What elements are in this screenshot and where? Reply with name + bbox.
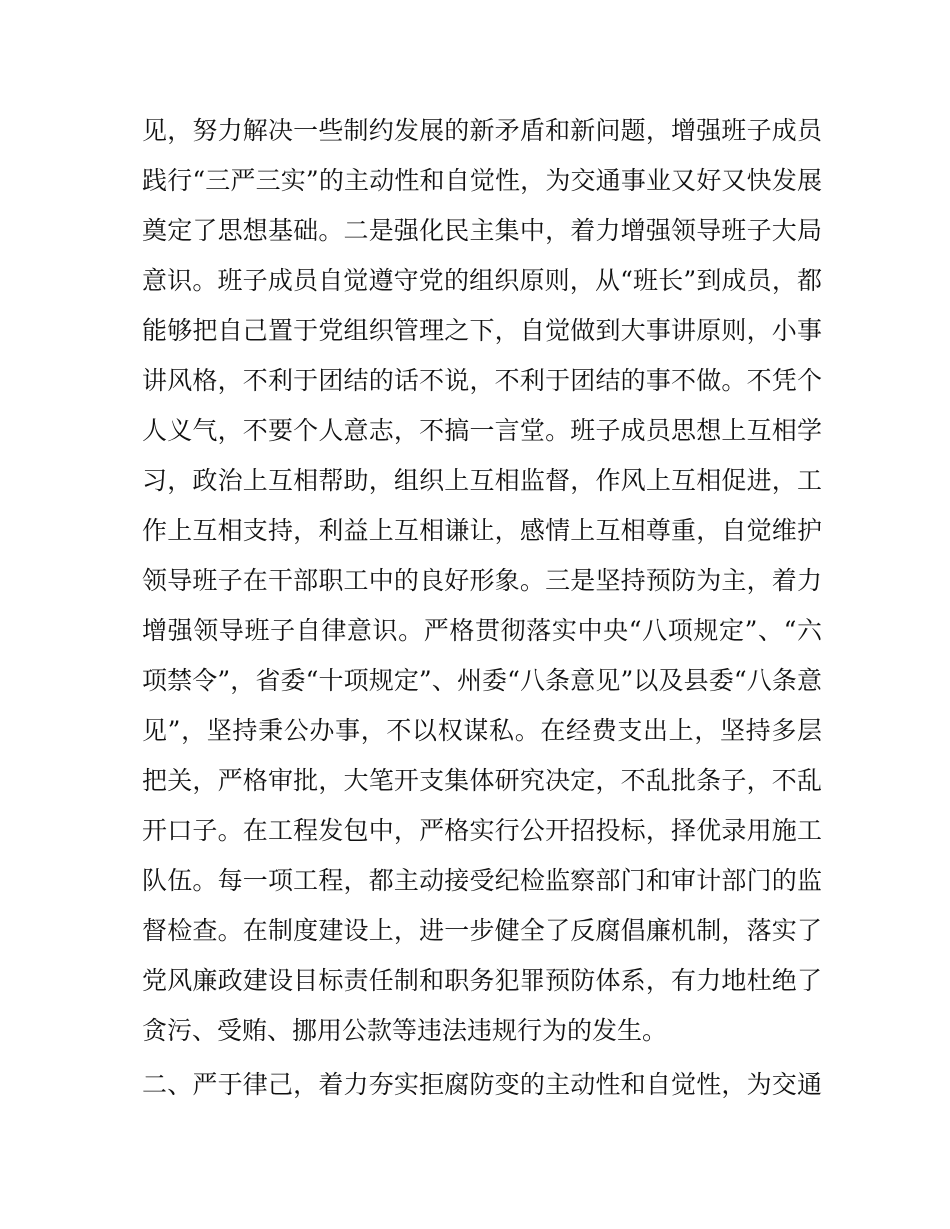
text-line-2: 践行“三严三实”的主动性和自觉性，为交通事业又好又快发展 (142, 166, 822, 195)
text-line-18: 党风廉政建设目标责任制和职务犯罪预防体系，有力地杜绝了 (142, 966, 822, 995)
text-line-3: 奠定了思想基础。二是强化民主集中，着力增强领导班子大局 (142, 216, 822, 245)
text-line-8: 习，政治上互相帮助，组织上互相监督，作风上互相促进，工 (142, 466, 822, 495)
body-text (142, 106, 822, 1110)
text-line-4: 意识。班子成员自觉遵守党的组织原则，从“班长”到成员，都 (142, 266, 822, 295)
text-line-17: 督检查。在制度建设上，进一步健全了反腐倡廉机制，落实了 (142, 916, 822, 945)
text-line-6: 讲风格，不利于团结的话不说，不利于团结的事不做。不凭个 (142, 366, 822, 395)
text-line-19: 贪污、受贿、挪用公款等违法违规行为的发生。 (142, 1016, 668, 1045)
text-line-5: 能够把自己置于党组织管理之下，自觉做到大事讲原则，小事 (142, 316, 822, 345)
text-line-12: 项禁令”，省委“十项规定”、州委“八条意见”以及县委“八条意 (142, 666, 822, 695)
section-heading: 二、严于律己，着力夯实拒腐防变的主动性和自觉性，为交通 (142, 1070, 822, 1099)
text-line-7: 人义气，不要个人意志，不搞一言堂。班子成员思想上互相学 (142, 416, 822, 445)
text-line-11: 增强领导班子自律意识。严格贯彻落实中央“八项规定”、“六 (142, 616, 822, 645)
text-line-1: 见，努力解决一些制约发展的新矛盾和新问题，增强班子成员 (142, 116, 822, 145)
text-line-13: 见”，坚持秉公办事，不以权谋私。在经费支出上，坚持多层 (142, 716, 822, 745)
text-line-15: 开口子。在工程发包中，严格实行公开招投标，择优录用施工 (142, 816, 822, 845)
text-line-16: 队伍。每一项工程，都主动接受纪检监察部门和审计部门的监 (142, 866, 822, 895)
text-line-10: 领导班子在干部职工中的良好形象。三是坚持预防为主，着力 (142, 566, 822, 595)
text-line-9: 作上互相支持，利益上互相谦让，感情上互相尊重，自觉维护 (142, 516, 822, 545)
text-line-14: 把关，严格审批，大笔开支集体研究决定，不乱批条子，不乱 (142, 766, 822, 795)
